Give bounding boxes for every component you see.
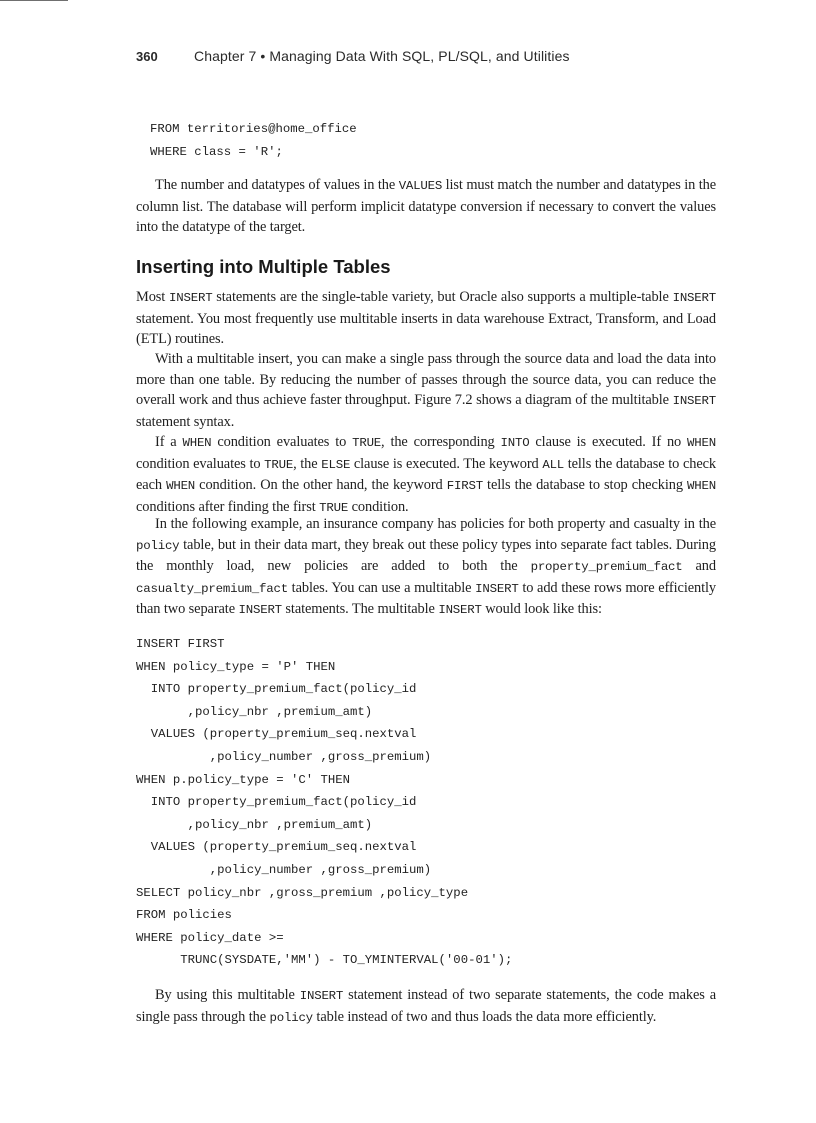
text-run: condition. On the other hand, the keyword xyxy=(195,477,447,494)
code-term: TRUE xyxy=(352,436,382,450)
text-run: Most xyxy=(136,289,170,305)
code-term: casualty_premium_fact xyxy=(136,581,288,596)
text-run: statements. The multitable xyxy=(281,601,439,618)
text-run: statement instead of two separate statements, the code makes a single pass through the xyxy=(136,987,716,1025)
text-run: to add these rows more efficiently than two separate xyxy=(136,579,716,618)
text-run: By using this multitable xyxy=(155,987,300,1003)
page-corner-rule xyxy=(0,0,68,1)
page-number: 360 xyxy=(136,49,158,64)
code-line: ,policy_number ,gross_premium) xyxy=(136,749,432,764)
paragraph-insurance-example xyxy=(136,514,716,621)
code-term: INSERT xyxy=(238,603,282,618)
text-run: table instead of two and thus loads the data more efficiently. xyxy=(312,1008,657,1025)
text-run: , the xyxy=(293,455,322,472)
code-line: ,policy_nbr ,premium_amt) xyxy=(136,704,373,719)
text-run: With a multitable insert, you can make a single pass through the source data and load the data into more than one table. By reducing the number of passes through the source data, you can reduce the overall work and thus achieve faster throughput. Figure 7.2 shows a diagram of the multitable xyxy=(136,351,716,409)
code-term: WHEN xyxy=(687,479,716,494)
code-term: WHEN xyxy=(687,436,716,450)
code-term: INSERT xyxy=(438,603,482,618)
code-term: INSERT xyxy=(672,291,716,305)
code-term: INSERT xyxy=(169,291,213,305)
code-line: SELECT policy_nbr ,gross_premium ,policy_type xyxy=(136,885,469,900)
paragraph-when-conditions xyxy=(136,432,716,518)
text-run: The number and datatypes of values in the xyxy=(155,177,399,193)
code-line: ,policy_number ,gross_premium) xyxy=(136,862,432,877)
text-run: condition evaluates to xyxy=(211,434,353,450)
text-run: In the following example, an insurance company has policies for both property and casualty in the xyxy=(155,516,716,532)
chapter-title: Chapter 7 • Managing Data With SQL, PL/SQL, and Utilities xyxy=(194,48,570,64)
code-block-top xyxy=(150,118,357,163)
paragraph-single-pass xyxy=(136,349,716,432)
code-line: INSERT FIRST xyxy=(136,637,225,651)
paragraph-values-list xyxy=(136,175,716,238)
code-term: TRUE xyxy=(264,457,294,472)
code-term: INSERT xyxy=(299,989,344,1003)
code-line: WHEN policy_type = 'P' THEN xyxy=(136,659,336,674)
text-run: tells the database to check each xyxy=(136,455,716,494)
code-line: INTO property_premium_fact(policy_id xyxy=(136,795,417,810)
code-term: WHEN xyxy=(182,436,212,450)
text-run: statement. You most frequently use multitable inserts in data warehouse Extract, Transform, and Load (ETL) routines. xyxy=(136,310,716,348)
code-term: property_premium_fact xyxy=(530,560,683,575)
running-head xyxy=(136,48,736,64)
code-term: policy xyxy=(269,1010,313,1025)
code-line: WHERE class = 'R'; xyxy=(150,144,283,159)
code-line: TRUNC(SYSDATE,'MM') - TO_YMINTERVAL('00-01'); xyxy=(136,953,513,968)
text-run: statement syntax. xyxy=(136,413,235,430)
code-line: WHEN p.policy_type = 'C' THEN xyxy=(136,772,351,787)
text-run: tables. You can use a multitable xyxy=(287,579,476,596)
code-term: INTO xyxy=(500,436,530,450)
code-term: WHEN xyxy=(166,479,196,494)
text-run: , the corresponding xyxy=(381,434,501,450)
code-term: FIRST xyxy=(446,479,483,494)
text-run: conditions after finding the first xyxy=(136,498,320,515)
code-term: ELSE xyxy=(321,457,351,472)
paragraph-intro xyxy=(136,287,716,350)
code-term: ALL xyxy=(542,457,565,472)
text-run: condition. xyxy=(348,498,409,515)
text-run: would look like this: xyxy=(481,601,602,618)
text-run: condition evaluates to xyxy=(136,455,265,472)
text-run: clause is executed. The keyword xyxy=(350,455,543,472)
code-line: WHERE policy_date >= xyxy=(136,930,284,945)
section-heading: Inserting into Multiple Tables xyxy=(136,256,391,277)
text-run: table, but in their data mart, they break out these policy types into separate fact tables. During the monthly load, new policies are added to both the xyxy=(136,536,716,575)
code-term: policy xyxy=(136,538,180,553)
text-run: tells the database to stop checking xyxy=(482,477,688,494)
code-line: INTO property_premium_fact(policy_id xyxy=(136,682,417,697)
code-block-multitable-insert xyxy=(136,633,512,972)
text-run: list must match the number and datatypes in the column list. The database will perform implicit datatype conversion if necessary to convert the values into the datatype of the target. xyxy=(136,177,717,236)
text-run: and xyxy=(682,558,717,575)
code-line: VALUES (property_premium_seq.nextval xyxy=(136,727,417,742)
text-run: clause is executed. If no xyxy=(529,434,688,450)
code-line: ,policy_nbr ,premium_amt) xyxy=(136,817,373,832)
code-term: VALUES xyxy=(398,179,443,193)
code-line: VALUES (property_premium_seq.nextval xyxy=(136,840,417,855)
text-run: If a xyxy=(155,434,183,450)
code-term: TRUE xyxy=(319,500,349,515)
code-line: FROM territories@home_office xyxy=(150,122,357,136)
code-line: FROM policies xyxy=(136,908,232,923)
paragraph-conclusion xyxy=(136,985,716,1028)
code-term: INSERT xyxy=(475,581,519,596)
text-run: statements are the single-table variety, but Oracle also supports a multiple-table xyxy=(212,289,673,305)
code-term: INSERT xyxy=(672,394,716,409)
